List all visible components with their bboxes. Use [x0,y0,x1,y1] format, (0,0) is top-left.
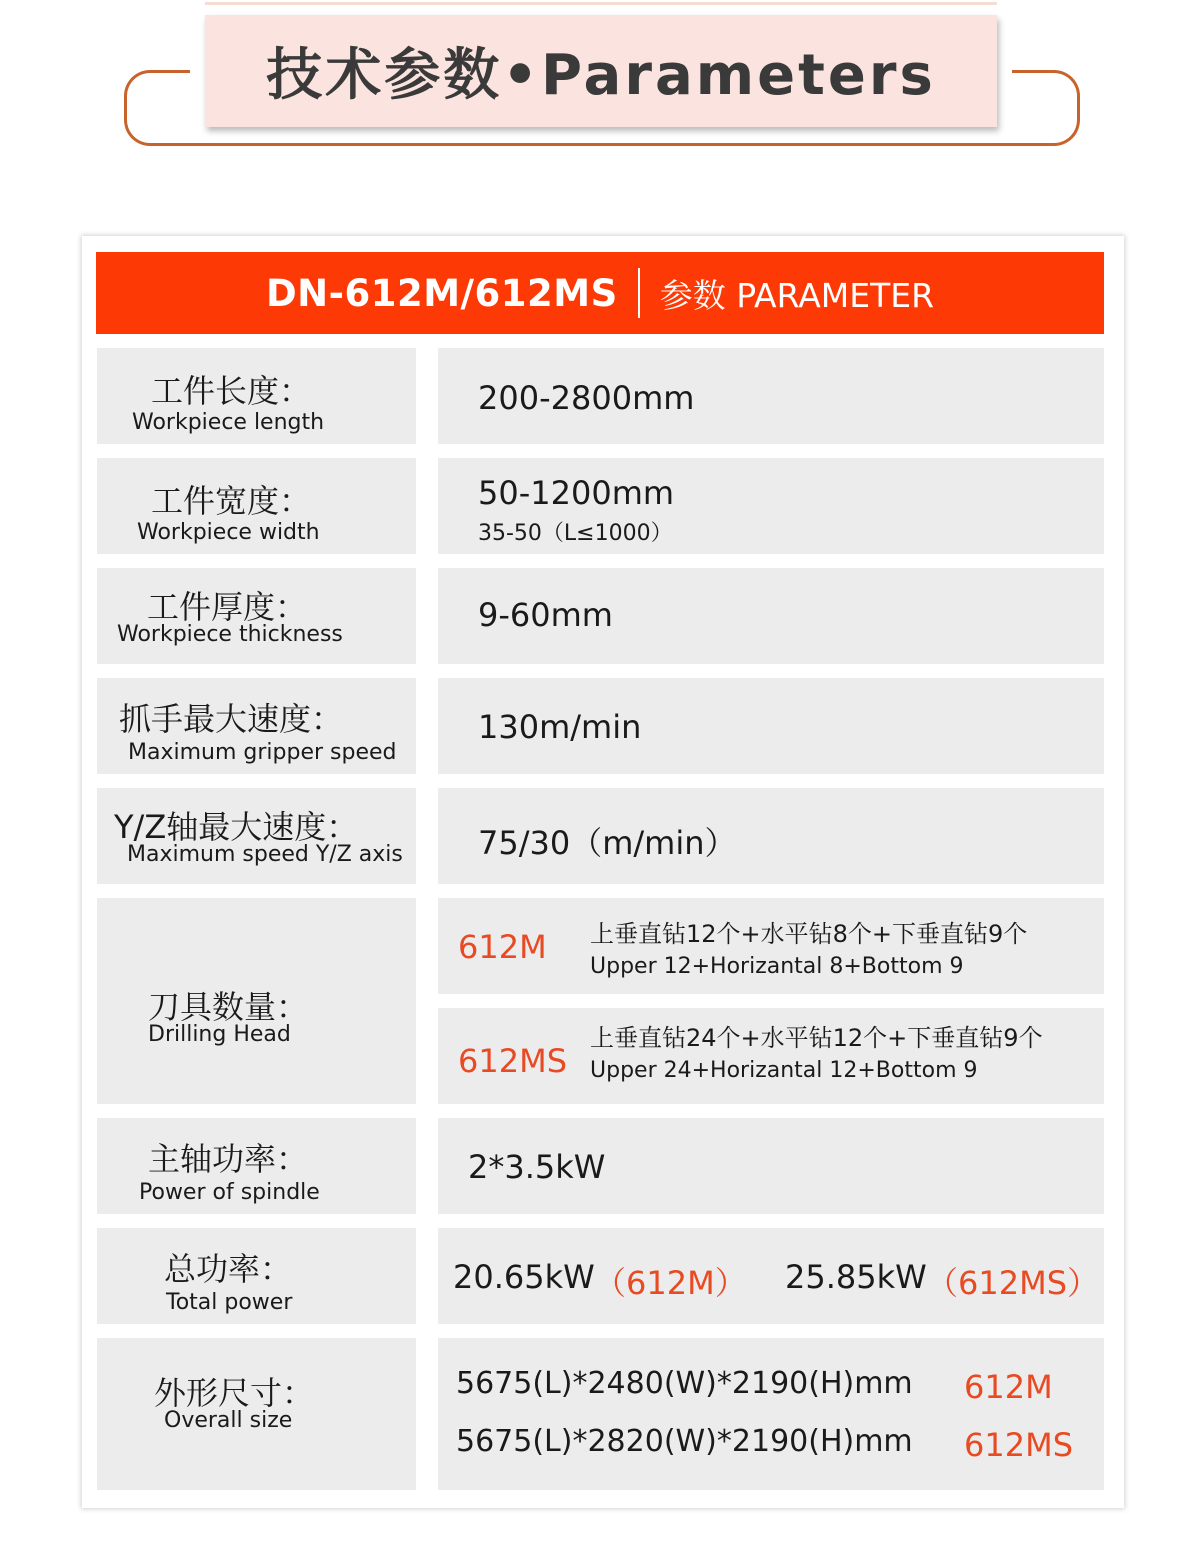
value-total-612m: 20.65kW [453,1258,595,1296]
model-tag-612m: 612M [458,928,547,966]
value-cell-thickness [438,568,1104,664]
value-cell-spindle [438,1118,1104,1214]
label-cell-width [97,458,416,554]
drilling-612m-en: Upper 12+Horizantal 8+Bottom 9 [590,954,964,979]
label-en: Power of spindle [139,1180,320,1205]
label-cell-size [97,1338,416,1490]
model-tag-612ms: 612MS [458,1042,567,1080]
label-cell-gripper [97,678,416,774]
label-cell-length [97,348,416,444]
label-cn: Y/Z轴最大速度： [114,808,359,846]
value-thickness: 9-60mm [478,596,613,634]
drilling-612ms-en: Upper 24+Horizantal 12+Bottom 9 [590,1058,978,1083]
value-cell-length [438,348,1104,444]
value-size-612m: 5675(L)*2480(W)*2190(H)mm [456,1366,913,1401]
value-width-sub: 35-50（L≤1000） [478,521,673,546]
label-cell-yz [97,788,416,884]
label-cn: 刀具数量： [148,988,309,1026]
value-cell-gripper [438,678,1104,774]
label-cn: 外形尺寸： [154,1374,315,1412]
label-cn: 主轴功率： [148,1140,309,1178]
label-cell-total [97,1228,416,1324]
label-en: Workpiece width [137,520,320,545]
value-yz: 75/30（m/min） [478,824,737,862]
label-en: Maximum speed Y/Z axis [127,842,403,867]
value-cell-size [438,1338,1104,1490]
title-box [205,15,997,127]
header-bracket-right [1012,70,1080,146]
banner-divider [638,268,640,318]
value-gripper: 130m/min [478,708,642,746]
label-cn: 工件厚度： [147,588,308,626]
banner-model: DN-612M/612MS [265,271,618,315]
label-en: Maximum gripper speed [128,740,397,765]
label-cell-thickness [97,568,416,664]
model-tag-total-612m: （612M） [594,1264,747,1302]
page-title: 技术参数•Parameters [266,43,936,108]
label-cn: 工件长度： [151,372,312,410]
label-cell-drilling [97,898,416,1104]
header-top-line [205,2,997,5]
label-en: Overall size [164,1408,293,1433]
label-en: Workpiece thickness [117,622,343,647]
header-bracket-bottom [186,143,1016,146]
value-cell-drilling-612ms [438,1008,1104,1104]
label-cn: 总功率： [164,1250,293,1288]
label-en: Workpiece length [132,410,325,435]
value-size-612ms: 5675(L)*2820(W)*2190(H)mm [456,1424,913,1459]
model-tag-size-612ms: 612MS [964,1426,1073,1464]
parameter-banner [96,252,1104,334]
label-cn: 抓手最大速度： [119,700,344,738]
drilling-612m-cn: 上垂直钻12个+水平钻8个+下垂直钻9个 [590,920,1028,948]
value-cell-yz [438,788,1104,884]
value-cell-width [438,458,1104,554]
banner-param-label: 参数 PARAMETER [659,275,935,315]
model-tag-total-612ms: （612MS） [926,1264,1100,1302]
drilling-612ms-cn: 上垂直钻24个+水平钻12个+下垂直钻9个 [590,1024,1043,1052]
label-en: Total power [166,1290,293,1315]
label-cell-spindle [97,1118,416,1214]
value-cell-total [438,1228,1104,1324]
label-cn: 工件宽度： [151,482,312,520]
value-length: 200-2800mm [478,379,695,417]
model-tag-size-612m: 612M [964,1368,1053,1406]
label-en: Drilling Head [148,1022,291,1047]
value-spindle: 2*3.5kW [468,1148,606,1186]
value-width: 50-1200mm [478,474,675,512]
header-bracket-left [124,70,190,146]
value-cell-drilling-612m [438,898,1104,994]
value-total-612ms: 25.85kW [785,1258,927,1296]
